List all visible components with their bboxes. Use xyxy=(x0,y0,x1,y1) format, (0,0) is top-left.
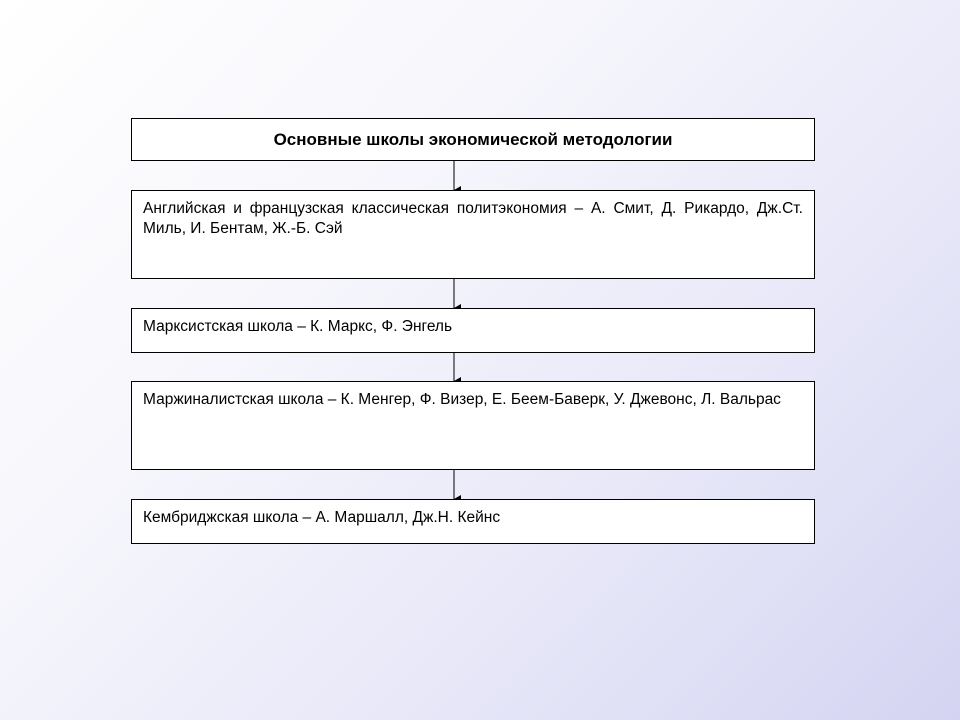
school-box-marginalist xyxy=(131,381,815,470)
school-box-marxist xyxy=(131,308,815,353)
school-text-cambridge: Кембриджская школа – А. Маршалл, Дж.Н. Кейнс xyxy=(143,509,501,526)
school-box-cambridge xyxy=(131,499,815,544)
school-text-marginalist: Маржиналистская школа – К. Менгер, Ф. Визер, Е. Беем-Баверк, У. Джевонс, Л. Вальрас xyxy=(143,391,781,408)
school-box-classical xyxy=(131,190,815,279)
school-text-classical: Английская и французская классическая политэкономия – А. Смит, Д. Рикардо, Дж.Ст. Миль, И. Бентам, Ж.-Б. Сэй xyxy=(143,200,803,237)
diagram-title-box xyxy=(131,118,815,161)
school-text-marxist: Марксистская школа – К. Маркс, Ф. Энгель xyxy=(143,318,453,335)
diagram-title: Основные школы экономической методологии xyxy=(273,129,673,149)
